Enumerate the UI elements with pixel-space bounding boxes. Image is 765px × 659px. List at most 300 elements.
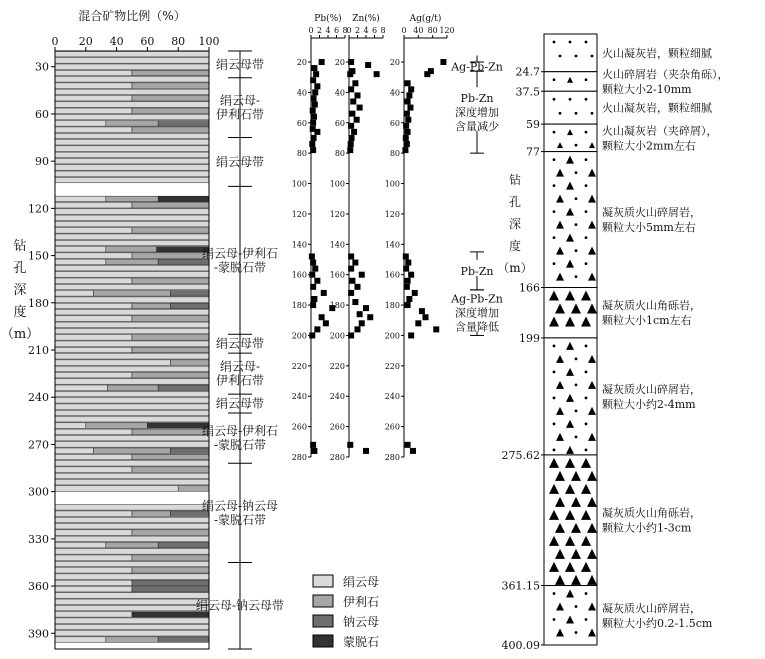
ag-data-point bbox=[405, 99, 411, 105]
bar-segment bbox=[55, 410, 209, 415]
bar-segment bbox=[55, 316, 132, 321]
bar-segment bbox=[55, 486, 178, 491]
bar-segment bbox=[55, 555, 132, 560]
ag-y-tick-label: 280 bbox=[384, 453, 400, 462]
zn-data-point bbox=[363, 305, 369, 311]
x-tick-label: 40 bbox=[109, 35, 124, 48]
bar-segment bbox=[132, 70, 209, 75]
zn-data-point bbox=[347, 442, 353, 448]
rock-grain-dot bbox=[585, 98, 588, 101]
depth-boundary-label: 275.62 bbox=[501, 448, 540, 462]
ag-y-tick-label: 180 bbox=[384, 301, 400, 311]
ag-data-point bbox=[406, 92, 412, 98]
bar-segment bbox=[55, 379, 209, 384]
zn-data-point bbox=[374, 71, 380, 77]
pb-data-point bbox=[310, 147, 316, 153]
pb-data-point bbox=[312, 102, 318, 108]
rock-grain-dot bbox=[585, 131, 588, 134]
bar-segment bbox=[171, 303, 210, 308]
depth-boundary-label: 361.15 bbox=[501, 579, 540, 593]
zone-label: 绢云母带 bbox=[215, 336, 265, 351]
rock-grain-dot bbox=[575, 384, 578, 387]
rock-grain-dot bbox=[575, 144, 578, 147]
rock-grain-dot bbox=[553, 423, 556, 426]
bar-segment bbox=[158, 542, 209, 547]
pb-data-point bbox=[311, 95, 317, 101]
y-axis-label-char: 钻 bbox=[13, 239, 27, 254]
bar-segment bbox=[55, 265, 209, 270]
zn-x-tick-label: 2 bbox=[354, 26, 361, 35]
x-tick-label: 100 bbox=[198, 35, 220, 48]
zn-data-point bbox=[348, 253, 354, 259]
pb-title: Pb(%) bbox=[314, 14, 342, 24]
bar-segment bbox=[106, 121, 158, 126]
pb-y-tick-label: 200 bbox=[291, 331, 307, 341]
bar-segment bbox=[55, 586, 132, 591]
ag-x-tick-label: 40 bbox=[413, 26, 424, 35]
depth-boundary-label: 199 bbox=[519, 331, 540, 345]
bar-segment bbox=[55, 278, 132, 283]
rock-grain-dot bbox=[575, 55, 578, 58]
bar-segment bbox=[55, 536, 209, 541]
bar-segment bbox=[55, 215, 209, 220]
rock-grain-dot bbox=[553, 449, 556, 452]
bar-segment bbox=[55, 561, 209, 566]
rock-grain-dot bbox=[575, 358, 578, 361]
ag-data-point bbox=[405, 260, 411, 266]
pb-x-tick-label: 8 bbox=[342, 26, 348, 35]
y-tick-label: 180 bbox=[28, 296, 49, 310]
bar-segment bbox=[55, 479, 209, 484]
bar-segment bbox=[132, 511, 171, 516]
ag-data-point bbox=[408, 332, 414, 338]
lithology-description: 火山碎屑岩（夹杂角砾）， bbox=[602, 67, 729, 81]
y-axis-label-char: 度 bbox=[13, 305, 27, 320]
pb-y-tick-label: 260 bbox=[291, 422, 307, 432]
y-tick-label: 90 bbox=[35, 155, 49, 169]
annotation-label: Pb-Zn bbox=[460, 264, 494, 278]
y-axis-label-char: 孔 bbox=[13, 261, 27, 276]
pb-data-point bbox=[309, 141, 315, 147]
rock-grain-dot bbox=[585, 184, 588, 187]
ag-y-tick-label: 160 bbox=[384, 270, 400, 280]
rock-grain-dot bbox=[575, 631, 578, 634]
bar-segment bbox=[55, 524, 209, 529]
pb-data-point bbox=[311, 296, 317, 302]
bar-segment bbox=[55, 108, 132, 113]
bar-segment bbox=[55, 259, 106, 264]
pb-data-point bbox=[310, 108, 316, 114]
pb-data-point bbox=[312, 89, 318, 95]
bar-segment bbox=[55, 209, 209, 214]
y-tick-label: 30 bbox=[35, 60, 49, 74]
bar-segment bbox=[55, 435, 209, 440]
ag-y-tick-label: 80 bbox=[389, 149, 400, 159]
bar-segment bbox=[55, 442, 209, 447]
ag-x-tick-label: 80 bbox=[427, 26, 438, 35]
bar-segment bbox=[55, 291, 94, 296]
ag-y-tick-label: 100 bbox=[384, 179, 400, 189]
bar-segment bbox=[55, 341, 209, 346]
zn-data-point bbox=[350, 99, 356, 105]
bar-segment bbox=[171, 291, 210, 296]
ag-data-point bbox=[403, 253, 409, 259]
pb-y-tick-label: 220 bbox=[291, 361, 307, 371]
bar-segment bbox=[55, 196, 106, 201]
lithology-description: 颗粒大小2mm左右 bbox=[602, 139, 696, 153]
zone-label: -蒙脱石带 bbox=[213, 260, 267, 275]
ag-data-point bbox=[403, 135, 409, 141]
rock-grain-dot bbox=[575, 249, 578, 252]
lithology-depth-label-char: 孔 bbox=[508, 195, 522, 209]
bar-segment bbox=[55, 303, 132, 308]
bar-segment bbox=[158, 637, 209, 642]
bar-segment bbox=[55, 631, 209, 636]
zone-label: 绢云母-伊利石 bbox=[201, 246, 279, 261]
pb-y-tick-label: 120 bbox=[291, 209, 307, 219]
bar-segment bbox=[55, 423, 86, 428]
zn-data-point bbox=[352, 80, 358, 86]
bar-segment bbox=[132, 467, 209, 472]
bar-segment bbox=[55, 70, 132, 75]
bar-segment bbox=[55, 461, 209, 466]
ag-data-point bbox=[412, 290, 418, 296]
rock-grain-dot bbox=[553, 592, 556, 595]
ag-data-point bbox=[405, 129, 411, 135]
bar-segment bbox=[158, 196, 209, 201]
bar-segment bbox=[55, 77, 209, 82]
lithology-description: 颗粒大小1cm左右 bbox=[602, 314, 692, 328]
pb-y-tick-label: 20 bbox=[296, 58, 307, 67]
ag-data-point bbox=[405, 302, 411, 308]
bar-segment bbox=[55, 234, 209, 239]
pb-data-point bbox=[323, 320, 329, 326]
bar-segment bbox=[106, 259, 158, 264]
lithology-description: 颗粒大小约0.2-1.5cm bbox=[602, 616, 713, 630]
x-tick-label: 60 bbox=[140, 35, 155, 48]
pb-data-point bbox=[314, 129, 320, 135]
ag-data-point bbox=[404, 141, 410, 147]
bar-segment bbox=[106, 196, 158, 201]
zn-data-point bbox=[348, 86, 354, 92]
lithology-description: 火山凝灰岩（夹碎屑）， bbox=[602, 124, 718, 138]
legend-swatch bbox=[313, 635, 333, 647]
ag-y-tick-label: 240 bbox=[384, 392, 400, 402]
y-tick-label: 120 bbox=[28, 202, 49, 216]
pb-data-point bbox=[311, 135, 317, 141]
bar-segment bbox=[55, 272, 209, 277]
ag-data-point bbox=[405, 117, 411, 123]
zn-x-tick-label: 4 bbox=[363, 26, 369, 35]
rock-grain-dot bbox=[575, 605, 578, 608]
bar-segment bbox=[158, 121, 209, 126]
pb-data-point bbox=[319, 59, 325, 65]
bar-segment bbox=[106, 637, 158, 642]
pb-data-point bbox=[312, 266, 318, 272]
y-tick-label: 390 bbox=[28, 627, 49, 641]
pb-y-tick-label: 60 bbox=[296, 118, 307, 128]
ag-data-point bbox=[408, 272, 414, 278]
bar-segment bbox=[55, 322, 209, 327]
annotation-label: 深度增加 bbox=[455, 306, 499, 320]
ag-data-point bbox=[423, 314, 429, 320]
zn-data-point bbox=[359, 272, 365, 278]
zn-data-point bbox=[349, 278, 355, 284]
zn-data-point bbox=[351, 129, 357, 135]
zone-label: 伊利石带 bbox=[215, 373, 265, 388]
lithology-description: 凝灰质火山角砾岩， bbox=[602, 299, 701, 313]
bar-segment bbox=[55, 177, 209, 182]
rock-grain-dot bbox=[585, 592, 588, 595]
lithology-description: 火山凝灰岩，颗粒细腻 bbox=[602, 101, 712, 115]
pb-data-point bbox=[314, 83, 320, 89]
ag-y-tick-label: 140 bbox=[384, 240, 400, 250]
zone-label: 绢云母-伊利石 bbox=[201, 424, 279, 439]
mineral-proportion-chart bbox=[1, 8, 220, 649]
zone-label: -蒙脱石带 bbox=[213, 512, 267, 527]
bar-segment bbox=[55, 637, 106, 642]
zn-data-point bbox=[355, 326, 361, 332]
bar-segment bbox=[132, 429, 209, 434]
bar-segment bbox=[55, 202, 132, 207]
zn-y-tick-label: 280 bbox=[329, 453, 345, 462]
rock-grain-dot bbox=[575, 275, 578, 278]
depth-boundary-label: 59 bbox=[526, 118, 540, 132]
rock-grain-dot bbox=[553, 41, 556, 44]
depth-boundary-label: 166 bbox=[519, 281, 540, 295]
bar-segment bbox=[55, 517, 209, 522]
y-tick-label: 330 bbox=[28, 532, 49, 546]
depth-boundary-label: 400.09 bbox=[501, 639, 540, 652]
ag-data-point bbox=[407, 105, 413, 111]
zone-label: 绢云母- bbox=[219, 93, 261, 108]
bar-segment bbox=[132, 127, 209, 132]
rock-grain-dot bbox=[585, 210, 588, 213]
ag-data-point bbox=[415, 320, 421, 326]
bar-segment bbox=[55, 140, 209, 145]
pb-y-tick-label: 240 bbox=[291, 392, 307, 402]
zone-label: 绢云母-钠云母带 bbox=[195, 598, 285, 613]
ag-y-tick-label: 200 bbox=[384, 331, 400, 341]
ag-data-point bbox=[403, 123, 409, 129]
bar-segment bbox=[55, 309, 209, 314]
pb-y-tick-label: 80 bbox=[296, 149, 307, 159]
y-tick-label: 210 bbox=[28, 344, 49, 357]
pb-data-point bbox=[309, 253, 315, 259]
bar-segment bbox=[132, 347, 209, 352]
bar-segment bbox=[132, 372, 209, 377]
rock-grain-dot bbox=[585, 618, 588, 621]
depth-boundary-label: 37.5 bbox=[515, 85, 540, 99]
mineral-legend bbox=[313, 575, 379, 649]
bar-segment bbox=[55, 568, 132, 573]
rock-grain-dot bbox=[575, 223, 578, 226]
rock-grain-dot bbox=[553, 131, 556, 134]
bar-segment bbox=[55, 372, 132, 377]
bar-segment bbox=[55, 366, 209, 371]
bar-segment bbox=[55, 95, 132, 100]
pb-data-point bbox=[321, 290, 327, 296]
pb-data-point bbox=[309, 272, 315, 278]
y-tick-label: 240 bbox=[28, 391, 49, 405]
zn-data-point bbox=[365, 62, 371, 68]
annotation-label: 含量降低 bbox=[455, 320, 499, 334]
bar-segment bbox=[55, 593, 209, 598]
bar-segment bbox=[55, 404, 209, 409]
lithology-description: 颗粒大小约2-4mm bbox=[602, 397, 696, 411]
rock-grain-dot bbox=[553, 262, 556, 265]
bar-segment bbox=[94, 448, 171, 453]
rock-grain-dot bbox=[585, 371, 588, 374]
zone-label: 绢云母带 bbox=[215, 154, 265, 169]
bar-segment bbox=[55, 114, 209, 119]
ag-y-tick-label: 260 bbox=[384, 422, 400, 432]
bar-segment bbox=[55, 221, 209, 226]
rock-grain-dot bbox=[575, 171, 578, 174]
ag-data-point bbox=[404, 284, 410, 290]
rock-grain-dot bbox=[553, 345, 556, 348]
bar-segment bbox=[55, 542, 106, 547]
rock-grain-dot bbox=[553, 98, 556, 101]
bar-segment bbox=[106, 542, 158, 547]
zn-title: Zn(%) bbox=[352, 14, 380, 24]
annotation-label: 含量减少 bbox=[455, 120, 499, 134]
bar-segment bbox=[132, 108, 209, 113]
bar-segment bbox=[55, 574, 209, 579]
y-axis-label-char: 深 bbox=[13, 283, 27, 298]
ag-y-tick-label: 220 bbox=[384, 361, 400, 371]
zn-y-tick-label: 200 bbox=[329, 331, 345, 341]
rock-grain-dot bbox=[585, 158, 588, 161]
pb-data-point bbox=[309, 332, 315, 338]
pb-y-tick-label: 180 bbox=[291, 301, 307, 311]
zn-y-tick-label: 100 bbox=[329, 179, 345, 189]
zn-y-tick-label: 40 bbox=[334, 88, 345, 98]
bar-segment bbox=[171, 448, 210, 453]
rock-grain-dot bbox=[585, 397, 588, 400]
lithology-description: 火山凝灰岩，颗粒细腻 bbox=[602, 46, 712, 60]
x-tick-label: 0 bbox=[51, 35, 59, 48]
zn-y-tick-label: 220 bbox=[329, 361, 345, 371]
pb-data-point bbox=[310, 442, 316, 448]
bar-segment bbox=[55, 158, 209, 163]
rock-grain-dot bbox=[553, 371, 556, 374]
lithology-depth-label-char: 钻 bbox=[508, 173, 522, 187]
ag-y-tick-label: 40 bbox=[389, 88, 400, 98]
rock-grain-dot bbox=[585, 345, 588, 348]
bar-segment bbox=[178, 486, 209, 491]
bar-segment bbox=[55, 448, 94, 453]
pb-y-tick-label: 280 bbox=[291, 453, 307, 462]
pb-x-tick-label: 0 bbox=[308, 26, 314, 35]
bar-segment bbox=[55, 511, 132, 516]
bar-segment bbox=[55, 253, 132, 258]
rock-grain-dot bbox=[553, 184, 556, 187]
lithology-layer bbox=[544, 34, 597, 72]
legend-label: 伊利石 bbox=[343, 595, 380, 609]
ag-y-tick-label: 20 bbox=[389, 58, 400, 67]
bar-segment bbox=[55, 171, 209, 176]
y-axis-label-char: （m） bbox=[0, 327, 40, 342]
bar-segment bbox=[55, 580, 132, 585]
bar-segment bbox=[55, 530, 132, 535]
rock-grain-dot bbox=[585, 78, 588, 81]
rock-grain-dot bbox=[575, 197, 578, 200]
bar-segment bbox=[132, 335, 209, 340]
zn-y-tick-label: 180 bbox=[329, 301, 345, 311]
rock-grain-dot bbox=[575, 410, 578, 413]
annotation-label: Ag-Pb-Zn bbox=[451, 60, 503, 74]
bar-segment bbox=[55, 51, 209, 56]
bar-segment bbox=[86, 423, 148, 428]
pb-data-point bbox=[310, 302, 316, 308]
zone-label: 绢云母-钠云母 bbox=[201, 498, 279, 513]
bar-segment bbox=[55, 416, 209, 421]
bar-segment bbox=[55, 146, 209, 151]
zone-label: 伊利石带 bbox=[215, 107, 265, 122]
zn-data-point bbox=[348, 290, 354, 296]
zn-y-tick-label: 120 bbox=[329, 209, 345, 219]
bar-segment bbox=[55, 454, 132, 459]
y-tick-label: 150 bbox=[28, 249, 49, 263]
lithology-layer bbox=[544, 91, 597, 124]
pb-data-point bbox=[313, 71, 319, 77]
y-tick-label: 270 bbox=[28, 438, 49, 452]
lithology-description: 凝灰质火山碎屑岩， bbox=[602, 206, 701, 220]
legend-label: 钠云母 bbox=[343, 615, 380, 629]
zn-data-point bbox=[363, 448, 369, 454]
bar-segment bbox=[55, 152, 209, 157]
bar-segment bbox=[132, 586, 209, 591]
y-tick-label: 60 bbox=[35, 107, 49, 121]
ag-data-point bbox=[410, 448, 416, 454]
zn-data-point bbox=[348, 141, 354, 147]
zn-x-tick-label: 8 bbox=[380, 26, 386, 35]
bar-segment bbox=[55, 89, 209, 94]
pb-x-tick-label: 2 bbox=[316, 26, 323, 35]
zone-label: 绢云母- bbox=[219, 359, 261, 374]
bar-segment bbox=[132, 555, 209, 560]
x-tick-label: 20 bbox=[78, 35, 93, 48]
zn-data-point bbox=[354, 117, 360, 123]
bar-segment bbox=[55, 612, 132, 617]
ag-title: Ag(g/t) bbox=[409, 14, 442, 24]
bar-segment bbox=[147, 423, 209, 428]
zn-data-point bbox=[347, 147, 353, 153]
bar-segment bbox=[55, 385, 107, 390]
bar-segment bbox=[55, 328, 209, 333]
x-tick-label: 80 bbox=[171, 35, 186, 48]
depth-boundary-label: 24.7 bbox=[515, 65, 540, 79]
bar-segment bbox=[132, 530, 209, 535]
rock-grain-dot bbox=[569, 98, 572, 101]
pb-data-point bbox=[311, 65, 317, 71]
rock-grain-dot bbox=[591, 55, 594, 58]
zn-data-point bbox=[349, 135, 355, 141]
zn-x-tick-label: 0 bbox=[346, 26, 352, 35]
bar-segment bbox=[158, 385, 209, 390]
zn-data-point bbox=[359, 320, 365, 326]
zn-data-point bbox=[352, 299, 358, 305]
bar-segment bbox=[132, 303, 171, 308]
pb-x-tick-label: 4 bbox=[325, 26, 331, 35]
pb-data-point bbox=[311, 114, 317, 120]
bar-segment bbox=[55, 605, 209, 610]
bar-segment bbox=[55, 467, 132, 472]
pb-y-tick-label: 140 bbox=[291, 240, 307, 250]
rock-grain-dot bbox=[553, 618, 556, 621]
bar-segment bbox=[55, 599, 209, 604]
